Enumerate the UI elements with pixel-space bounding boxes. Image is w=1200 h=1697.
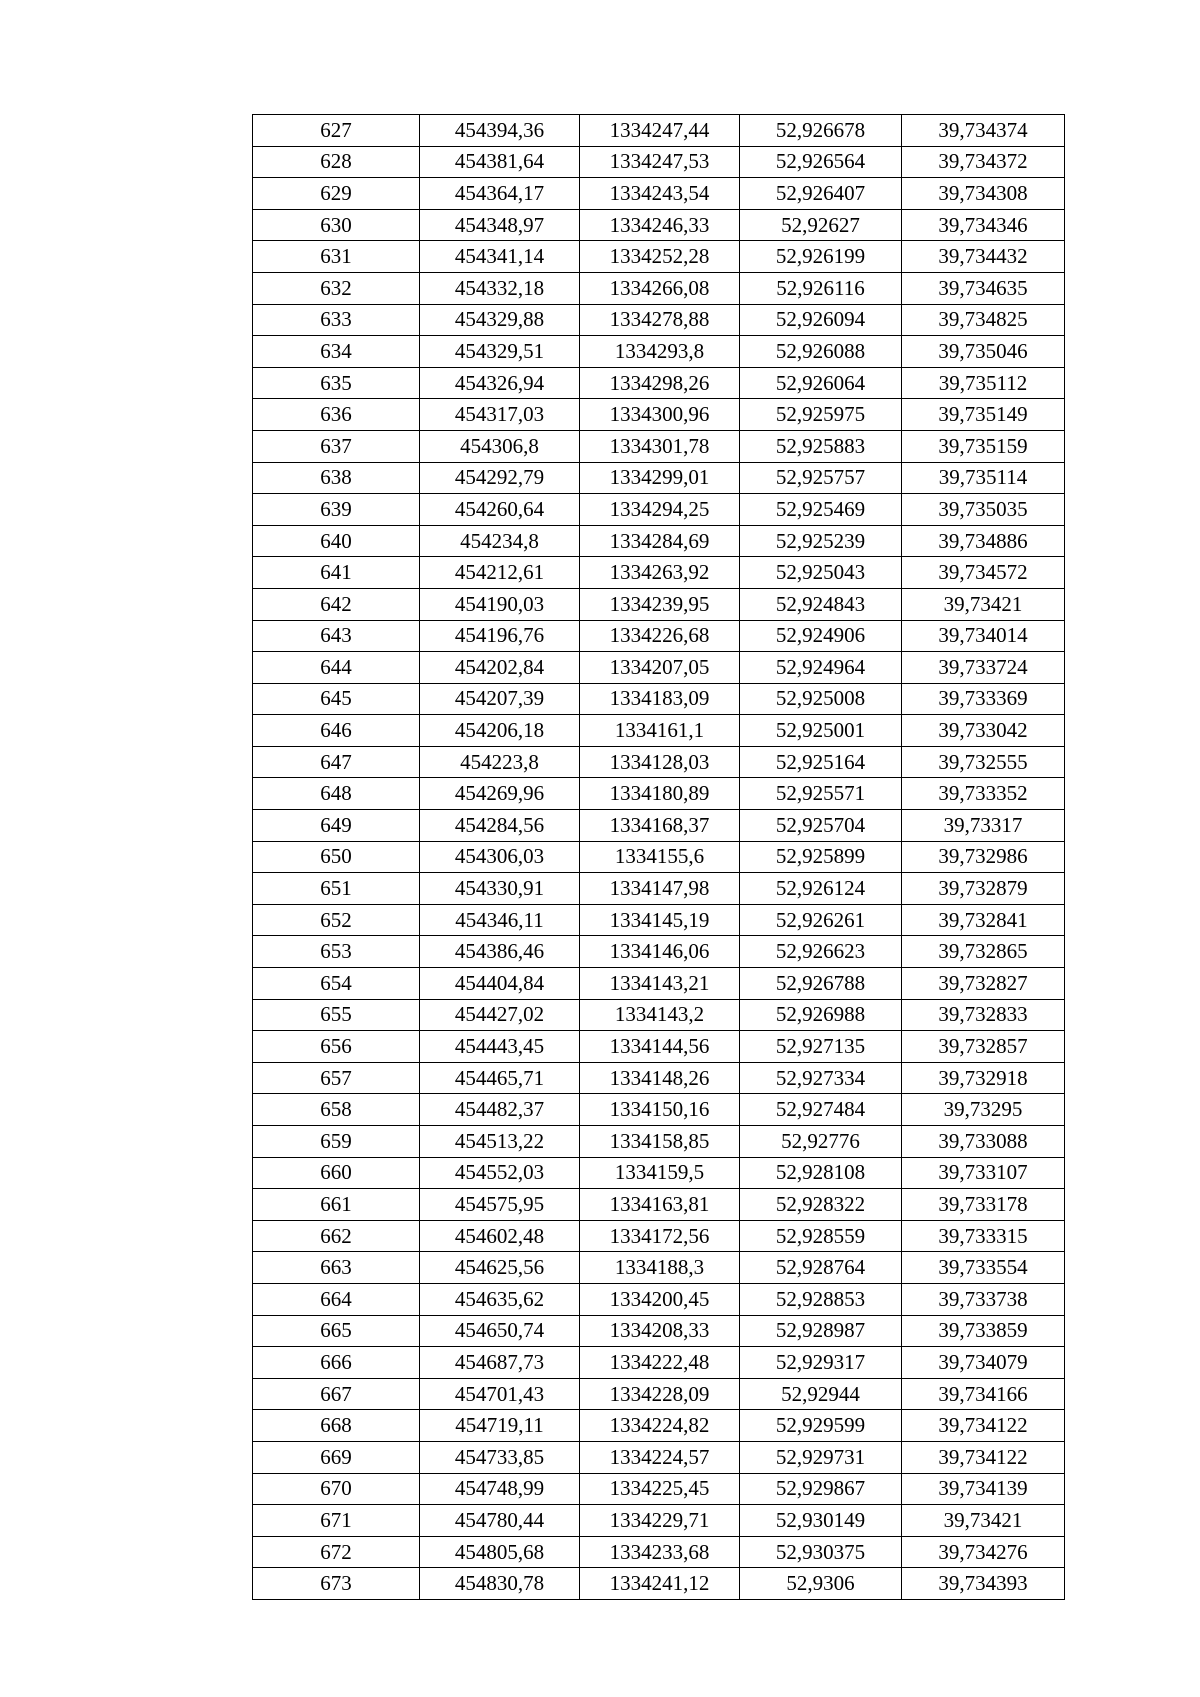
y-coordinate-cell: 1334147,98 <box>580 873 740 905</box>
latitude-cell: 52,928108 <box>740 1157 902 1189</box>
latitude-cell: 52,926564 <box>740 146 902 178</box>
x-coordinate-cell: 454348,97 <box>420 209 580 241</box>
x-coordinate-cell: 454292,79 <box>420 462 580 494</box>
x-coordinate-cell: 454223,8 <box>420 746 580 778</box>
table-row <box>253 1062 1065 1094</box>
x-coordinate-cell: 454306,03 <box>420 841 580 873</box>
table-row <box>253 430 1065 462</box>
latitude-cell: 52,926116 <box>740 272 902 304</box>
point-number-cell: 653 <box>253 936 420 968</box>
point-number-cell: 666 <box>253 1347 420 1379</box>
longitude-cell: 39,73421 <box>902 1505 1065 1537</box>
table-row <box>253 652 1065 684</box>
latitude-cell: 52,92944 <box>740 1378 902 1410</box>
latitude-cell: 52,924906 <box>740 620 902 652</box>
longitude-cell: 39,73317 <box>902 810 1065 842</box>
y-coordinate-cell: 1334299,01 <box>580 462 740 494</box>
x-coordinate-cell: 454805,68 <box>420 1536 580 1568</box>
latitude-cell: 52,928322 <box>740 1189 902 1221</box>
y-coordinate-cell: 1334246,33 <box>580 209 740 241</box>
y-coordinate-cell: 1334228,09 <box>580 1378 740 1410</box>
x-coordinate-cell: 454701,43 <box>420 1378 580 1410</box>
latitude-cell: 52,92627 <box>740 209 902 241</box>
longitude-cell: 39,734166 <box>902 1378 1065 1410</box>
point-number-cell: 672 <box>253 1536 420 1568</box>
point-number-cell: 638 <box>253 462 420 494</box>
latitude-cell: 52,924964 <box>740 652 902 684</box>
y-coordinate-cell: 1334278,88 <box>580 304 740 336</box>
latitude-cell: 52,925571 <box>740 778 902 810</box>
table-row <box>253 115 1065 147</box>
latitude-cell: 52,927334 <box>740 1062 902 1094</box>
latitude-cell: 52,925043 <box>740 557 902 589</box>
y-coordinate-cell: 1334161,1 <box>580 715 740 747</box>
table-row <box>253 304 1065 336</box>
table-row <box>253 557 1065 589</box>
table-row <box>253 1378 1065 1410</box>
table-row <box>253 146 1065 178</box>
latitude-cell: 52,926088 <box>740 336 902 368</box>
longitude-cell: 39,734886 <box>902 525 1065 557</box>
x-coordinate-cell: 454202,84 <box>420 652 580 684</box>
latitude-cell: 52,929731 <box>740 1441 902 1473</box>
point-number-cell: 645 <box>253 683 420 715</box>
y-coordinate-cell: 1334148,26 <box>580 1062 740 1094</box>
longitude-cell: 39,733107 <box>902 1157 1065 1189</box>
table-row <box>253 1568 1065 1600</box>
x-coordinate-cell: 454317,03 <box>420 399 580 431</box>
table-row <box>253 178 1065 210</box>
x-coordinate-cell: 454196,76 <box>420 620 580 652</box>
y-coordinate-cell: 1334298,26 <box>580 367 740 399</box>
table-row <box>253 936 1065 968</box>
table-row <box>253 1505 1065 1537</box>
point-number-cell: 635 <box>253 367 420 399</box>
latitude-cell: 52,927484 <box>740 1094 902 1126</box>
point-number-cell: 649 <box>253 810 420 842</box>
x-coordinate-cell: 454748,99 <box>420 1473 580 1505</box>
longitude-cell: 39,734374 <box>902 115 1065 147</box>
point-number-cell: 671 <box>253 1505 420 1537</box>
longitude-cell: 39,733724 <box>902 652 1065 684</box>
x-coordinate-cell: 454443,45 <box>420 1031 580 1063</box>
table-row <box>253 620 1065 652</box>
point-number-cell: 660 <box>253 1157 420 1189</box>
point-number-cell: 667 <box>253 1378 420 1410</box>
longitude-cell: 39,734635 <box>902 272 1065 304</box>
coordinates-table <box>252 114 1065 1600</box>
y-coordinate-cell: 1334241,12 <box>580 1568 740 1600</box>
x-coordinate-cell: 454234,8 <box>420 525 580 557</box>
y-coordinate-cell: 1334222,48 <box>580 1347 740 1379</box>
longitude-cell: 39,732833 <box>902 999 1065 1031</box>
x-coordinate-cell: 454381,64 <box>420 146 580 178</box>
latitude-cell: 52,92776 <box>740 1126 902 1158</box>
table-row <box>253 904 1065 936</box>
point-number-cell: 663 <box>253 1252 420 1284</box>
latitude-cell: 52,925239 <box>740 525 902 557</box>
x-coordinate-cell: 454206,18 <box>420 715 580 747</box>
longitude-cell: 39,732827 <box>902 968 1065 1000</box>
point-number-cell: 651 <box>253 873 420 905</box>
latitude-cell: 52,925975 <box>740 399 902 431</box>
table-row <box>253 272 1065 304</box>
y-coordinate-cell: 1334163,81 <box>580 1189 740 1221</box>
x-coordinate-cell: 454687,73 <box>420 1347 580 1379</box>
x-coordinate-cell: 454427,02 <box>420 999 580 1031</box>
y-coordinate-cell: 1334224,57 <box>580 1441 740 1473</box>
y-coordinate-cell: 1334294,25 <box>580 494 740 526</box>
latitude-cell: 52,924843 <box>740 588 902 620</box>
point-number-cell: 658 <box>253 1094 420 1126</box>
y-coordinate-cell: 1334239,95 <box>580 588 740 620</box>
y-coordinate-cell: 1334155,6 <box>580 841 740 873</box>
point-number-cell: 647 <box>253 746 420 778</box>
x-coordinate-cell: 454602,48 <box>420 1220 580 1252</box>
longitude-cell: 39,734432 <box>902 241 1065 273</box>
table-row <box>253 1094 1065 1126</box>
y-coordinate-cell: 1334144,56 <box>580 1031 740 1063</box>
x-coordinate-cell: 454719,11 <box>420 1410 580 1442</box>
point-number-cell: 659 <box>253 1126 420 1158</box>
longitude-cell: 39,735046 <box>902 336 1065 368</box>
longitude-cell: 39,732918 <box>902 1062 1065 1094</box>
latitude-cell: 52,926988 <box>740 999 902 1031</box>
table-row <box>253 999 1065 1031</box>
point-number-cell: 629 <box>253 178 420 210</box>
y-coordinate-cell: 1334128,03 <box>580 746 740 778</box>
y-coordinate-cell: 1334266,08 <box>580 272 740 304</box>
latitude-cell: 52,926064 <box>740 367 902 399</box>
longitude-cell: 39,734572 <box>902 557 1065 589</box>
y-coordinate-cell: 1334145,19 <box>580 904 740 936</box>
latitude-cell: 52,927135 <box>740 1031 902 1063</box>
longitude-cell: 39,734308 <box>902 178 1065 210</box>
longitude-cell: 39,735159 <box>902 430 1065 462</box>
y-coordinate-cell: 1334243,54 <box>580 178 740 210</box>
longitude-cell: 39,73295 <box>902 1094 1065 1126</box>
table-row <box>253 873 1065 905</box>
longitude-cell: 39,734372 <box>902 146 1065 178</box>
table-row <box>253 1536 1065 1568</box>
x-coordinate-cell: 454332,18 <box>420 272 580 304</box>
x-coordinate-cell: 454346,11 <box>420 904 580 936</box>
x-coordinate-cell: 454329,88 <box>420 304 580 336</box>
latitude-cell: 52,926094 <box>740 304 902 336</box>
point-number-cell: 630 <box>253 209 420 241</box>
longitude-cell: 39,734346 <box>902 209 1065 241</box>
table-row <box>253 968 1065 1000</box>
table-row <box>253 1220 1065 1252</box>
longitude-cell: 39,733738 <box>902 1283 1065 1315</box>
longitude-cell: 39,732986 <box>902 841 1065 873</box>
point-number-cell: 652 <box>253 904 420 936</box>
y-coordinate-cell: 1334183,09 <box>580 683 740 715</box>
x-coordinate-cell: 454386,46 <box>420 936 580 968</box>
y-coordinate-cell: 1334207,05 <box>580 652 740 684</box>
y-coordinate-cell: 1334208,33 <box>580 1315 740 1347</box>
latitude-cell: 52,926261 <box>740 904 902 936</box>
y-coordinate-cell: 1334188,3 <box>580 1252 740 1284</box>
y-coordinate-cell: 1334300,96 <box>580 399 740 431</box>
y-coordinate-cell: 1334284,69 <box>580 525 740 557</box>
longitude-cell: 39,73421 <box>902 588 1065 620</box>
table-row <box>253 1252 1065 1284</box>
latitude-cell: 52,928764 <box>740 1252 902 1284</box>
point-number-cell: 643 <box>253 620 420 652</box>
x-coordinate-cell: 454513,22 <box>420 1126 580 1158</box>
longitude-cell: 39,734825 <box>902 304 1065 336</box>
y-coordinate-cell: 1334225,45 <box>580 1473 740 1505</box>
point-number-cell: 648 <box>253 778 420 810</box>
table-row <box>253 841 1065 873</box>
latitude-cell: 52,925164 <box>740 746 902 778</box>
y-coordinate-cell: 1334263,92 <box>580 557 740 589</box>
latitude-cell: 52,930149 <box>740 1505 902 1537</box>
x-coordinate-cell: 454284,56 <box>420 810 580 842</box>
longitude-cell: 39,733859 <box>902 1315 1065 1347</box>
point-number-cell: 637 <box>253 430 420 462</box>
y-coordinate-cell: 1334229,71 <box>580 1505 740 1537</box>
longitude-cell: 39,733042 <box>902 715 1065 747</box>
x-coordinate-cell: 454625,56 <box>420 1252 580 1284</box>
table-row <box>253 1031 1065 1063</box>
table-row <box>253 336 1065 368</box>
latitude-cell: 52,929317 <box>740 1347 902 1379</box>
latitude-cell: 52,928853 <box>740 1283 902 1315</box>
x-coordinate-cell: 454364,17 <box>420 178 580 210</box>
x-coordinate-cell: 454260,64 <box>420 494 580 526</box>
latitude-cell: 52,926623 <box>740 936 902 968</box>
point-number-cell: 628 <box>253 146 420 178</box>
x-coordinate-cell: 454394,36 <box>420 115 580 147</box>
latitude-cell: 52,928559 <box>740 1220 902 1252</box>
longitude-cell: 39,733369 <box>902 683 1065 715</box>
table-row <box>253 1189 1065 1221</box>
longitude-cell: 39,732865 <box>902 936 1065 968</box>
x-coordinate-cell: 454635,62 <box>420 1283 580 1315</box>
latitude-cell: 52,929599 <box>740 1410 902 1442</box>
latitude-cell: 52,929867 <box>740 1473 902 1505</box>
longitude-cell: 39,735149 <box>902 399 1065 431</box>
point-number-cell: 640 <box>253 525 420 557</box>
table-row <box>253 1315 1065 1347</box>
point-number-cell: 670 <box>253 1473 420 1505</box>
latitude-cell: 52,925469 <box>740 494 902 526</box>
y-coordinate-cell: 1334172,56 <box>580 1220 740 1252</box>
latitude-cell: 52,925757 <box>740 462 902 494</box>
y-coordinate-cell: 1334159,5 <box>580 1157 740 1189</box>
x-coordinate-cell: 454733,85 <box>420 1441 580 1473</box>
point-number-cell: 646 <box>253 715 420 747</box>
table-row <box>253 1347 1065 1379</box>
longitude-cell: 39,734393 <box>902 1568 1065 1600</box>
point-number-cell: 644 <box>253 652 420 684</box>
x-coordinate-cell: 454830,78 <box>420 1568 580 1600</box>
latitude-cell: 52,928987 <box>740 1315 902 1347</box>
x-coordinate-cell: 454306,8 <box>420 430 580 462</box>
latitude-cell: 52,925001 <box>740 715 902 747</box>
y-coordinate-cell: 1334293,8 <box>580 336 740 368</box>
point-number-cell: 634 <box>253 336 420 368</box>
longitude-cell: 39,734276 <box>902 1536 1065 1568</box>
latitude-cell: 52,926199 <box>740 241 902 273</box>
latitude-cell: 52,926788 <box>740 968 902 1000</box>
x-coordinate-cell: 454404,84 <box>420 968 580 1000</box>
y-coordinate-cell: 1334143,2 <box>580 999 740 1031</box>
table-row <box>253 209 1065 241</box>
point-number-cell: 662 <box>253 1220 420 1252</box>
table-row <box>253 1473 1065 1505</box>
table-row <box>253 588 1065 620</box>
table-row <box>253 1283 1065 1315</box>
y-coordinate-cell: 1334168,37 <box>580 810 740 842</box>
point-number-cell: 631 <box>253 241 420 273</box>
latitude-cell: 52,926407 <box>740 178 902 210</box>
point-number-cell: 661 <box>253 1189 420 1221</box>
table-row <box>253 525 1065 557</box>
y-coordinate-cell: 1334200,45 <box>580 1283 740 1315</box>
point-number-cell: 668 <box>253 1410 420 1442</box>
longitude-cell: 39,734079 <box>902 1347 1065 1379</box>
point-number-cell: 632 <box>253 272 420 304</box>
longitude-cell: 39,735114 <box>902 462 1065 494</box>
table-row <box>253 1441 1065 1473</box>
x-coordinate-cell: 454329,51 <box>420 336 580 368</box>
coordinates-table-body <box>253 115 1065 1600</box>
longitude-cell: 39,735035 <box>902 494 1065 526</box>
latitude-cell: 52,925899 <box>740 841 902 873</box>
x-coordinate-cell: 454650,74 <box>420 1315 580 1347</box>
point-number-cell: 665 <box>253 1315 420 1347</box>
x-coordinate-cell: 454552,03 <box>420 1157 580 1189</box>
y-coordinate-cell: 1334301,78 <box>580 430 740 462</box>
y-coordinate-cell: 1334150,16 <box>580 1094 740 1126</box>
longitude-cell: 39,732879 <box>902 873 1065 905</box>
x-coordinate-cell: 454269,96 <box>420 778 580 810</box>
longitude-cell: 39,734122 <box>902 1441 1065 1473</box>
point-number-cell: 636 <box>253 399 420 431</box>
point-number-cell: 673 <box>253 1568 420 1600</box>
x-coordinate-cell: 454330,91 <box>420 873 580 905</box>
y-coordinate-cell: 1334158,85 <box>580 1126 740 1158</box>
point-number-cell: 664 <box>253 1283 420 1315</box>
y-coordinate-cell: 1334247,44 <box>580 115 740 147</box>
longitude-cell: 39,735112 <box>902 367 1065 399</box>
x-coordinate-cell: 454207,39 <box>420 683 580 715</box>
latitude-cell: 52,925883 <box>740 430 902 462</box>
table-row <box>253 1410 1065 1442</box>
y-coordinate-cell: 1334233,68 <box>580 1536 740 1568</box>
point-number-cell: 641 <box>253 557 420 589</box>
point-number-cell: 633 <box>253 304 420 336</box>
table-row <box>253 715 1065 747</box>
x-coordinate-cell: 454575,95 <box>420 1189 580 1221</box>
x-coordinate-cell: 454780,44 <box>420 1505 580 1537</box>
longitude-cell: 39,734139 <box>902 1473 1065 1505</box>
point-number-cell: 650 <box>253 841 420 873</box>
table-row <box>253 1157 1065 1189</box>
table-row <box>253 399 1065 431</box>
table-row <box>253 683 1065 715</box>
longitude-cell: 39,733315 <box>902 1220 1065 1252</box>
x-coordinate-cell: 454341,14 <box>420 241 580 273</box>
longitude-cell: 39,732841 <box>902 904 1065 936</box>
point-number-cell: 642 <box>253 588 420 620</box>
longitude-cell: 39,733088 <box>902 1126 1065 1158</box>
table-row <box>253 367 1065 399</box>
y-coordinate-cell: 1334226,68 <box>580 620 740 652</box>
longitude-cell: 39,733178 <box>902 1189 1065 1221</box>
y-coordinate-cell: 1334143,21 <box>580 968 740 1000</box>
latitude-cell: 52,926124 <box>740 873 902 905</box>
table-row <box>253 494 1065 526</box>
x-coordinate-cell: 454465,71 <box>420 1062 580 1094</box>
x-coordinate-cell: 454212,61 <box>420 557 580 589</box>
x-coordinate-cell: 454482,37 <box>420 1094 580 1126</box>
latitude-cell: 52,925704 <box>740 810 902 842</box>
point-number-cell: 655 <box>253 999 420 1031</box>
y-coordinate-cell: 1334252,28 <box>580 241 740 273</box>
table-row <box>253 778 1065 810</box>
latitude-cell: 52,925008 <box>740 683 902 715</box>
point-number-cell: 669 <box>253 1441 420 1473</box>
longitude-cell: 39,734014 <box>902 620 1065 652</box>
y-coordinate-cell: 1334180,89 <box>580 778 740 810</box>
latitude-cell: 52,930375 <box>740 1536 902 1568</box>
table-row <box>253 462 1065 494</box>
longitude-cell: 39,732857 <box>902 1031 1065 1063</box>
latitude-cell: 52,9306 <box>740 1568 902 1600</box>
table-row <box>253 746 1065 778</box>
y-coordinate-cell: 1334146,06 <box>580 936 740 968</box>
point-number-cell: 627 <box>253 115 420 147</box>
longitude-cell: 39,734122 <box>902 1410 1065 1442</box>
x-coordinate-cell: 454326,94 <box>420 367 580 399</box>
table-row <box>253 1126 1065 1158</box>
y-coordinate-cell: 1334247,53 <box>580 146 740 178</box>
table-row <box>253 241 1065 273</box>
longitude-cell: 39,733554 <box>902 1252 1065 1284</box>
latitude-cell: 52,926678 <box>740 115 902 147</box>
table-row <box>253 810 1065 842</box>
point-number-cell: 657 <box>253 1062 420 1094</box>
y-coordinate-cell: 1334224,82 <box>580 1410 740 1442</box>
point-number-cell: 639 <box>253 494 420 526</box>
point-number-cell: 654 <box>253 968 420 1000</box>
longitude-cell: 39,732555 <box>902 746 1065 778</box>
x-coordinate-cell: 454190,03 <box>420 588 580 620</box>
longitude-cell: 39,733352 <box>902 778 1065 810</box>
point-number-cell: 656 <box>253 1031 420 1063</box>
